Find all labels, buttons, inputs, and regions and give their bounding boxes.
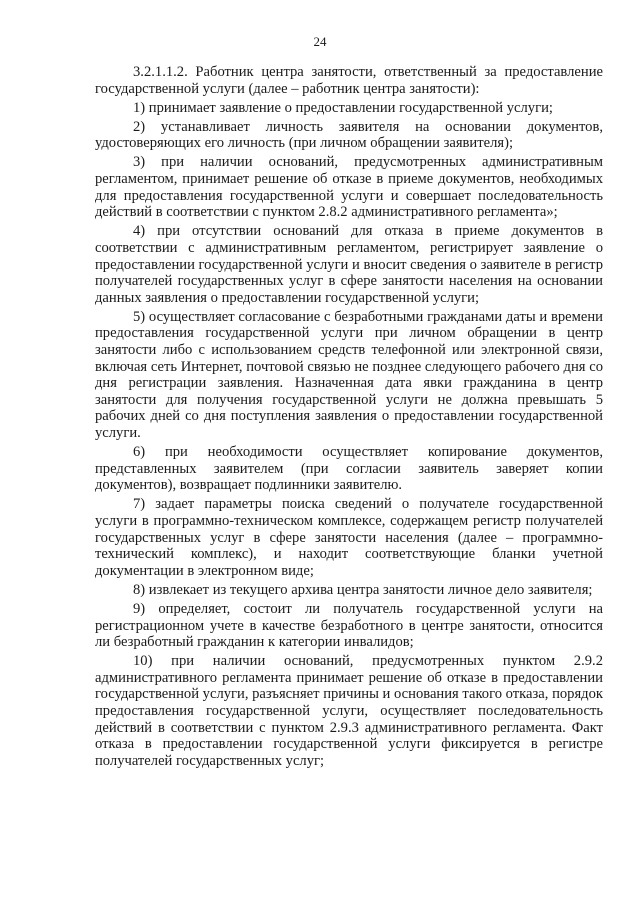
paragraph-item-5: 5) осуществляет согласование с безработными гражданами даты и времени предоставления государственной услуги при личном обращении в центр занятости либо с использованием средств телефонной или электронной связи, включая сеть Интернет, почтовой связью не позднее следующего рабочего дня со дня регистрации заявления. Назначенная дата явки гражданина в центр занятости для получения государственной услуги не должна превышать 5 рабочих дней со дня поступления заявления о предоставлении государственной услуги. — [95, 308, 603, 441]
paragraph-intro: 3.2.1.1.2. Работник центра занятости, ответственный за предоставление государственной услуги (далее – работник центра занятости): — [95, 64, 603, 97]
paragraph-item-2: 2) устанавливает личность заявителя на основании документов, удостоверяющих его личность (при личном обращении заявителя); — [95, 118, 603, 152]
document-body — [95, 64, 603, 772]
paragraph-item-7: 7) задает параметры поиска сведений о получателе государственной услуги в программно-техническом комплексе, содержащем регистр получателей государственных услуг в сфере занятости населения (далее – программно-технический комплекс), и находит соответствующие бланки учетной документации в электронном виде; — [95, 496, 603, 579]
paragraph-item-9: 9) определяет, состоит ли получатель государственной услуги на регистрационном учете в качестве безработного в центре занятости, относится ли безработный гражданин к категории инвалидов; — [95, 600, 603, 651]
paragraph-item-10: 10) при наличии оснований, предусмотренных пунктом 2.9.2 административного регламента принимает решение об отказе в предоставлении государственной услуги, разъясняет причины и основания такого отказа, порядок предоставления государственной услуги, осуществляет последовательность действий в соответствии с пунктом 2.9.3 административного регламента. Факт отказа в предоставлении государственной услуги фиксируется в регистре получателей государственных услуг; — [95, 653, 603, 769]
paragraph-item-8: 8) извлекает из текущего архива центра занятости личное дело заявителя; — [133, 581, 593, 598]
paragraph-item-1: 1) принимает заявление о предоставлении государственной услуги; — [133, 99, 553, 116]
page-number: 24 — [313, 34, 327, 49]
paragraph-item-6: 6) при необходимости осуществляет копирование документов, представленных заявителем (при согласии заявитель заверяет копии документов), возвращает подлинники заявителю. — [95, 444, 603, 494]
paragraph-item-4: 4) при отсутствии оснований для отказа в приеме документов в соответствии с административным регламентом, регистрирует заявление о предоставлении государственной услуги и вносит сведения о заявителе в регистр получателей государственных услуг в сфере занятости населения на основании данных заявления о предоставлении государственной услуги; — [95, 223, 603, 306]
paragraph-item-3: 3) при наличии оснований, предусмотренных административным регламентом, принимает решение об отказе в приеме документов, необходимых для предоставления государственной услуги и совершает последовательность действий в соответствии с пунктом 2.8.2 административного регламента»; — [95, 154, 603, 221]
